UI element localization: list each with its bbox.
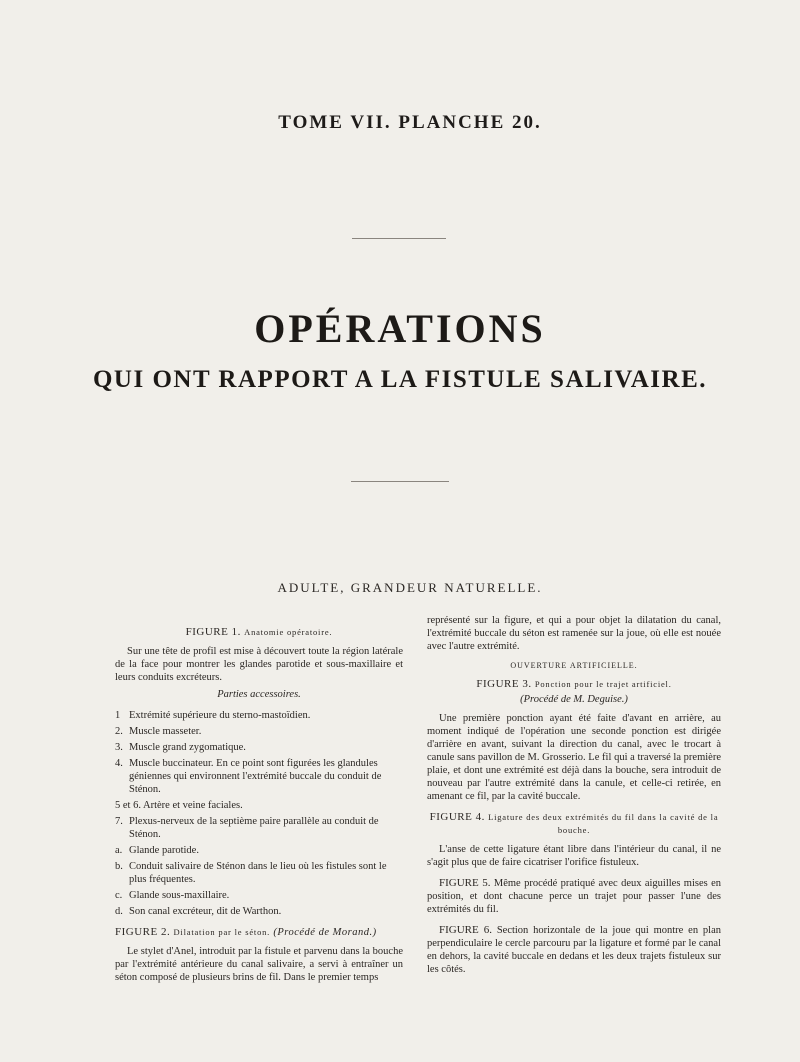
figure-3-method: (Procédé de M. Deguise.): [520, 694, 628, 705]
legend-item: 3. Muscle grand zygomatique.: [115, 742, 246, 753]
left-column: [115, 620, 403, 988]
figure-5-label: FIGURE 5.: [439, 877, 491, 889]
legend-item: 2. Muscle masseter.: [115, 726, 202, 737]
figure-1-label: FIGURE 1.: [185, 626, 241, 638]
figure-1-heading: [115, 626, 403, 639]
figure-6-text: Section horizontale de la joue qui montre en plan perpendiculaire le cercle parcouru par la ligature et formé par le canal en dehors, la cavité buccale en dedans et les deux trajets fistuleux sur les côtés.: [427, 925, 722, 975]
figure-3-label: FIGURE 3.: [476, 678, 532, 690]
continuation-text: représenté sur la figure, et qui a pour objet la dilatation du canal, l'extrémité buccale du séton est ramenée sur la joue, où elle est nouée avec l'autre extrémité.: [427, 615, 721, 652]
legend-item: 1 Extrémité supérieure du sterno-mastoïdien.: [115, 710, 311, 721]
legend-item: a. Glande parotide.: [115, 845, 199, 856]
figure-2-text: Le stylet d'Anel, introduit par la fistule et parvenu dans la bouche par l'extrémité antérieure du canal salivaire, a servi à entraîner un séton composé de plusieurs brins de fil. Dans le premier temps: [115, 946, 403, 983]
right-column: [427, 614, 721, 980]
figure-2-method: (Procédé de Morand.): [273, 927, 377, 938]
figure-3-caption: Ponction pour le trajet artificiel.: [534, 679, 672, 689]
figure-4-label: FIGURE 4.: [429, 811, 485, 823]
legend-item: 5 et 6. Artère et veine faciales.: [115, 800, 243, 811]
figure-6-paragraph: [427, 924, 721, 976]
legend-item: d. Son canal excréteur, dit de Warthon.: [115, 906, 282, 917]
figure-4-caption: Ligature des deux extrémités du fil dans la cavité de la bouche.: [488, 812, 719, 835]
figure-5-text: Même procédé pratiqué avec deux aiguilles mises en position, et dont chacune perce un trajet pour passer l'une des extrémités du fil.: [427, 878, 722, 915]
figure-1-legend: [115, 709, 403, 918]
legend-item: b. Conduit salivaire de Sténon dans le lieu où les fistules sont le plus fréquentes.: [115, 861, 387, 885]
page-subtitle: QUI ONT RAPPORT A LA FISTULE SALIVAIRE.: [92, 366, 708, 393]
ouverture-heading: OUVERTURE ARTIFICIELLE.: [510, 661, 638, 670]
figure-3-heading: [427, 678, 721, 691]
section-caption: ADULTE, GRANDEUR NATURELLE.: [277, 580, 543, 595]
legend-item: 7. Plexus-nerveux de la septième paire parallèle au conduit de Sténon.: [115, 816, 379, 840]
figure-2-caption: Dilatation par le séton.: [173, 927, 271, 937]
figure-1-text: Sur une tête de profil est mise à découvert toute la région latérale de la face pour montrer les glandes parotide et sous-maxillaire et leurs conduits excréteurs.: [115, 646, 403, 683]
plate-header: TOME VII. PLANCHE 20.: [278, 112, 542, 133]
legend-item: 4. Muscle buccinateur. En ce point sont figurées les glandules géniennes qui environnent l'extrémité buccale du conduit de Sténon.: [115, 758, 382, 795]
legend-item: c. Glande sous-maxillaire.: [115, 890, 230, 901]
figure-5-paragraph: [427, 877, 721, 916]
figure-3-text: Une première ponction ayant été faite d'avant en arrière, au moment indiqué de l'opération une seconde ponction est dirigée d'arrière en avant, suivant la direction du canal, avec le trocart à canule sans pavillon de M. Grosserio. Le fil qui a traversé la première plaie, et dont une extrémité est déjà dans la bouche, sera introduit de nouveau par l'autre extrémité dans la canule, et celle-ci retirée, en amenant ce fil, par la cavité buccale.: [427, 713, 721, 802]
figure-2-label: FIGURE 2.: [115, 926, 171, 938]
page-title: OPÉRATIONS: [254, 306, 546, 351]
figure-1-caption: Anatomie opératoire.: [244, 627, 333, 637]
figure-2-heading: [115, 926, 403, 939]
figure-6-label: FIGURE 6.: [439, 924, 492, 936]
divider-middle: [351, 481, 449, 482]
figure-4-text: L'anse de cette ligature étant libre dans l'intérieur du canal, il ne s'agit plus que de faire cicatriser l'orifice fistuleux.: [427, 844, 721, 868]
figure-4-heading: [427, 811, 721, 837]
parties-heading: Parties accessoires.: [217, 689, 301, 700]
divider-top: [352, 238, 446, 239]
